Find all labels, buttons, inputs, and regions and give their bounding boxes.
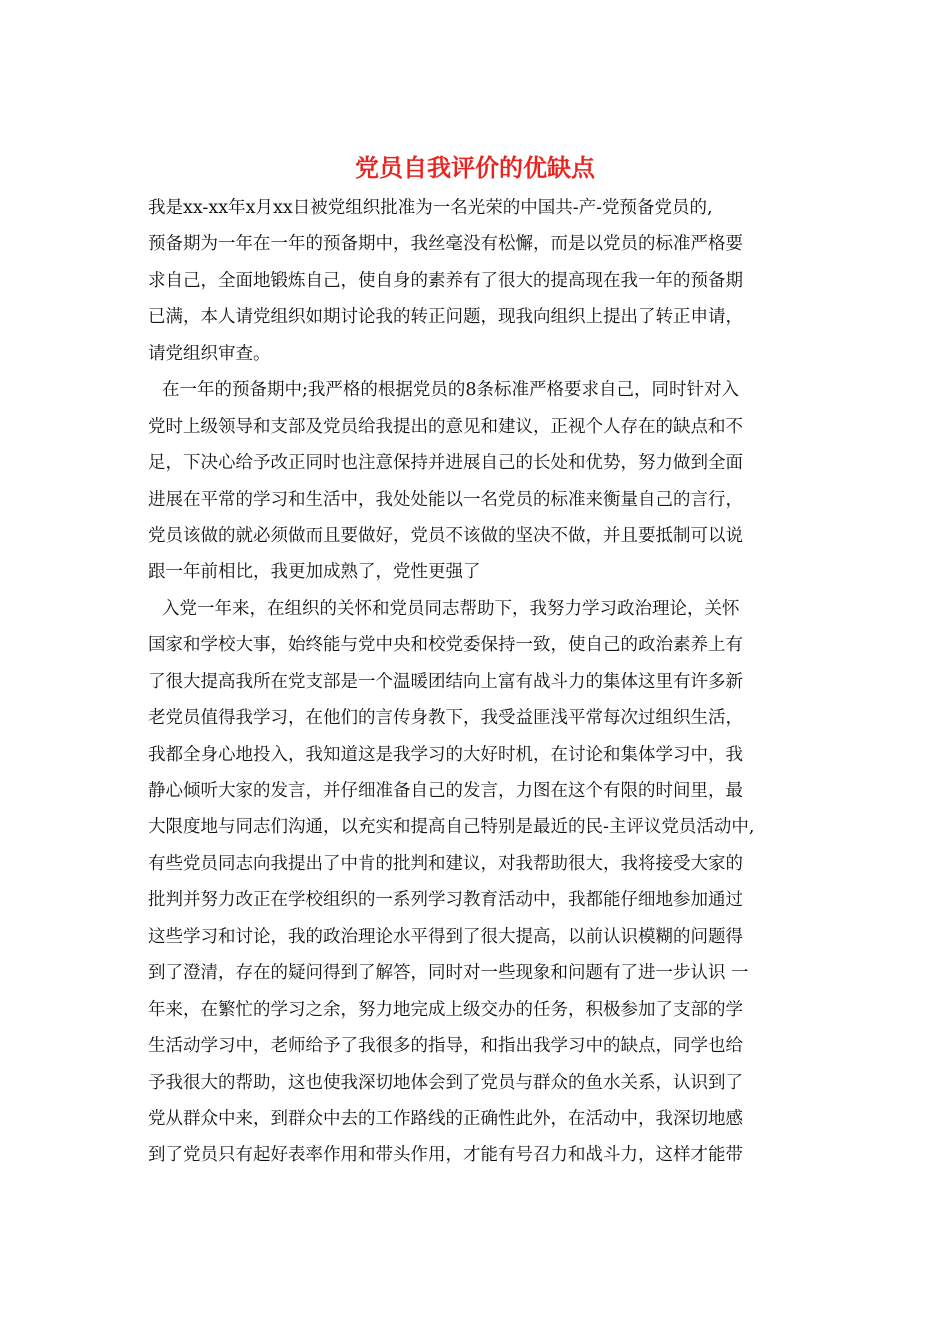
text-line: 党从群众中来，到群众中去的工作路线的正确性此外，在活动中，我深切地感 [148, 1108, 743, 1129]
text-line: 求自己，全面地锻炼自己，使自身的素养有了很大的提高现在我一年的预备期 [148, 270, 743, 291]
text-line: 批判并努力改正在学校组织的一系列学习教育活动中，我都能仔细地参加通过 [148, 890, 743, 911]
text-line: 我都全身心地投入，我知道这是我学习的大好时机，在讨论和集体学习中，我 [148, 744, 743, 765]
text-line: 跟一年前相比，我更加成熟了，党性更强了 [148, 562, 481, 583]
text-line: 了很大提高我所在党支部是一个温暖团结向上富有战斗力的集体这里有许多新 [148, 671, 743, 692]
document-body [148, 190, 828, 1174]
text-line: 老党员值得我学习，在他们的言传身教下，我受益匪浅平常每次过组织生活， [148, 708, 743, 729]
paragraph-first-line: 入党一年来，在组织的关怀和党员同志帮助下，我努力学习政治理论，关怀 [162, 598, 740, 619]
text-line: 我是xx-xx年x月xx日被党组织批准为一名光荣的中国共-产-党预备党员的, [148, 198, 713, 218]
text-line: 年来，在繁忙的学习之余，努力地完成上级交办的任务，积极参加了支部的学 [148, 999, 743, 1020]
text-line: 有些党员同志向我提出了中肯的批判和建议，对我帮助很大，我将接受大家的 [148, 853, 743, 874]
text-line: 到了澄清，存在的疑问得到了解答，同时对一些现象和问题有了进一步认识 一 [148, 963, 749, 984]
text-line: 静心倾听大家的发言，并仔细准备自己的发言，力图在这个有限的时间里，最 [148, 781, 743, 801]
text-line: 大限度地与同志们沟通，以充实和提高自己特别是最近的民-主评议党员活动中, [148, 817, 755, 838]
text-line: 党员该做的就必须做而且要做好，党员不该做的坚决不做，并且要抵制可以说 [148, 525, 743, 546]
text-line: 到了党员只有起好表率作用和带头作用，才能有号召力和战斗力，这样才能带 [148, 1145, 743, 1166]
text-line: 国家和学校大事，始终能与党中央和校党委保持一致，使自己的政治素养上有 [148, 635, 743, 656]
text-line: 生活动学习中，老师给予了我很多的指导，和指出我学习中的缺点，同学也给 [148, 1036, 743, 1057]
text-line: 党时上级领导和支部及党员给我提出的意见和建议，正视个人存在的缺点和不 [148, 416, 743, 437]
text-line: 已满，本人请党组织如期讨论我的转正问题，现我向组织上提出了转正申请， [148, 307, 743, 328]
text-line: 预备期为一年在一年的预备期中，我丝毫没有松懈，而是以党员的标准严格要 [148, 234, 743, 255]
text-line: 请党组织审查。 [148, 343, 271, 364]
text-line: 进展在平常的学习和生活中，我处处能以一名党员的标准来衡量自己的言行， [148, 489, 743, 510]
paragraph-first-line: 在一年的预备期中;我严格的根据党员的8条标准严格要求自己，同时针对入 [162, 380, 740, 401]
text-line: 予我很大的帮助，这也使我深切地体会到了党员与群众的鱼水关系，认识到了 [148, 1072, 743, 1093]
text-line: 足，下决心给予改正同时也注意保持并进展自己的长处和优势，努力做到全面 [148, 453, 743, 474]
document-title: 党员自我评价的优缺点 [355, 153, 595, 182]
text-line: 这些学习和讨论，我的政治理论水平得到了很大提高，以前认识模糊的问题得 [148, 926, 743, 947]
